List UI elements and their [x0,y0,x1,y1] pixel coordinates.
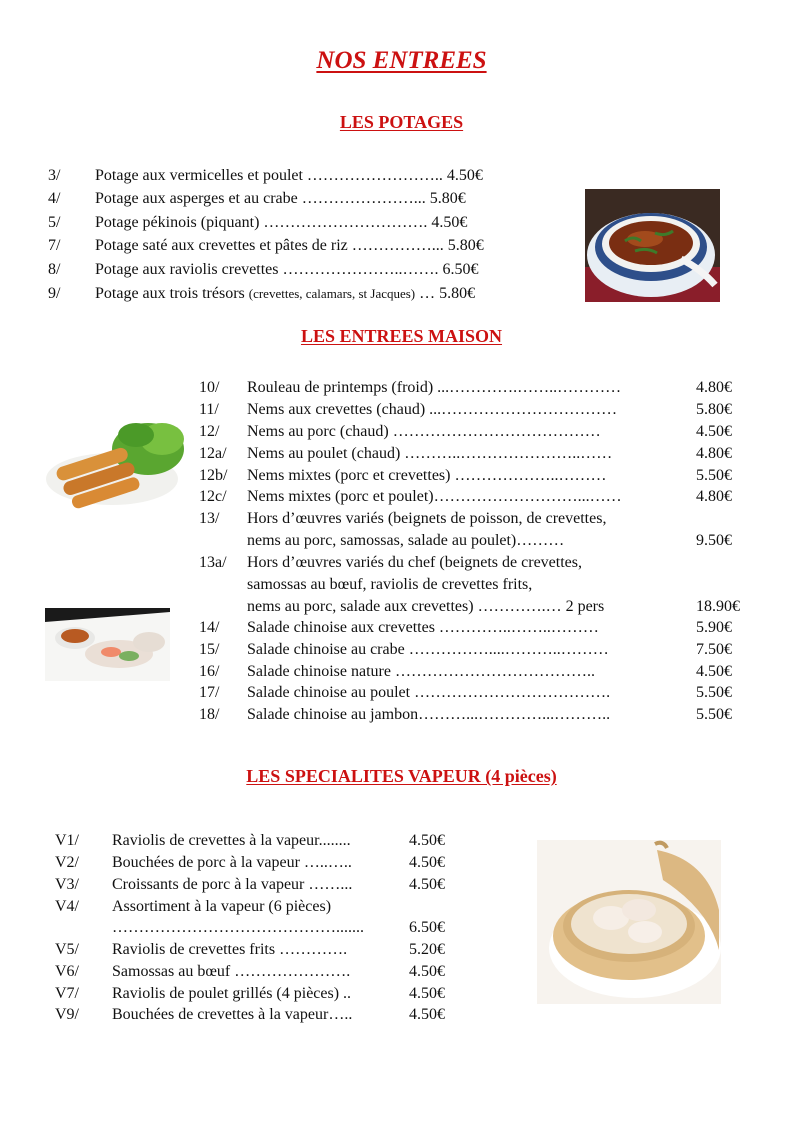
spring-rolls-photo [44,413,186,509]
item-price: 5.50€ [696,467,732,484]
item-text: Raviolis de crevettes à la vapeur........ [112,832,351,849]
item-price: 9.50€ [696,532,732,549]
item-text: Potage pékinois (piquant) …………………………. 4.50€ [95,214,468,231]
item-number: 12b/ [199,467,228,484]
section-title-potages: LES POTAGES [339,112,464,132]
item-number: V3/ [55,876,79,893]
item-price: 4.50€ [409,1006,445,1023]
fresh-rolls-photo [45,608,170,681]
item-text: Salade chinoise nature ……………………………….. [247,663,595,680]
item-number: 15/ [199,641,220,658]
menu-item [55,874,455,896]
item-number: 14/ [199,619,220,636]
item-number: 8/ [48,261,61,278]
item-number: V6/ [55,963,79,980]
item-number: V4/ [55,898,79,915]
item-number: 4/ [48,190,61,207]
item-price: 5.50€ [696,684,732,701]
menu-item [55,917,455,939]
item-text: Nems mixtes (porc et crevettes) ………………..……… [247,467,607,484]
menu-item [199,508,759,530]
item-text: Croissants de porc à la vapeur ……... [112,876,353,893]
item-text: Hors d’œuvres variés du chef (beignets de crevettes, [247,554,582,571]
page-title: NOS ENTREES [316,47,487,74]
item-number: V5/ [55,941,79,958]
menu-item [48,212,568,234]
menu-item [199,574,759,596]
item-price: 5.80€ [696,401,732,418]
item-number: 3/ [48,167,61,184]
item-text: Bouchées de porc à la vapeur …..….. [112,854,352,871]
item-text: Nems aux crevettes (chaud) ...…………………………… [247,401,618,418]
item-text: samossas au bœuf, raviolis de crevettes frits, [247,576,533,593]
item-price: 4.50€ [409,832,445,849]
item-text: Salade chinoise au crabe ……………....………..……… [247,641,609,658]
item-text: Nems mixtes (porc et poulet)………………………...…… [247,488,622,505]
item-number: 17/ [199,684,220,701]
menu-item [199,552,759,574]
item-text: nems au porc, samossas, salade au poulet)……… [247,532,565,549]
item-text: Potage aux raviolis crevettes …………………..……. 6.50€ [95,261,479,278]
item-price: 4.50€ [409,963,445,980]
item-number: V2/ [55,854,79,871]
menu-item [48,188,568,210]
item-text: Potage aux vermicelles et poulet …………………….. 4.50€ [95,167,483,184]
item-text: Samossas au bœuf …………………. [112,963,351,980]
menu-item [199,443,759,465]
item-text: Rouleau de printemps (froid) ...………….……..………… [247,379,622,396]
menu-item [48,235,568,257]
menu-item [55,830,455,852]
item-text: Potage saté aux crevettes et pâtes de riz ……………... 5.80€ [95,237,484,254]
item-number: V9/ [55,1006,79,1023]
menu-item [199,399,759,421]
menu-item [199,465,759,487]
item-number: 16/ [199,663,220,680]
item-number: 13a/ [199,554,227,571]
item-number: 5/ [48,214,61,231]
item-number: 12c/ [199,488,227,505]
menu-item [199,421,759,443]
menu-item [199,682,759,704]
item-text: Nems au poulet (chaud) ………..…………………..…… [247,445,613,462]
menu-item [55,1004,455,1026]
spring-rolls-icon [44,413,186,509]
item-detail: (crevettes, calamars, st Jacques) [248,286,416,301]
item-number: V7/ [55,985,79,1002]
item-price: 7.50€ [696,641,732,658]
item-number: V1/ [55,832,79,849]
item-text: nems au porc, salade aux crevettes) ………….… 2 pers [247,598,605,615]
item-number: 10/ [199,379,220,396]
menu-item [48,259,568,281]
item-price: 4.50€ [409,876,445,893]
item-price: 4.50€ [409,985,445,1002]
menu-item [55,983,455,1005]
menu-item [48,283,568,305]
item-number: 11/ [199,401,219,418]
menu-item [199,377,759,399]
menu-item [48,165,568,187]
soup-bowl-icon [585,189,720,302]
menu-item [199,530,759,552]
dumplings-steamer-photo [537,840,721,1004]
menu-item [55,896,455,918]
item-price: 4.50€ [696,663,732,680]
item-text: Salade chinoise au jambon………...…………...……….. [247,706,611,723]
item-price: 4.50€ [409,854,445,871]
item-text: Hors d’œuvres variés (beignets de poisson, de crevettes, [247,510,607,527]
item-name: Potage aux trois trésors [95,285,249,302]
item-number: 13/ [199,510,220,527]
item-text: Salade chinoise au poulet ………………………………. [247,684,611,701]
item-text: Assortiment à la vapeur (6 pièces) [112,898,332,915]
item-number: 9/ [48,285,61,302]
section-title-vapeur: LES SPECIALITES VAPEUR (4 pièces) [246,766,557,786]
item-text: Raviolis de poulet grillés (4 pièces) .. [112,985,352,1002]
item-number: 12/ [199,423,220,440]
item-price: 6.50€ [409,919,445,936]
item-price: 4.80€ [696,488,732,505]
menu-item [55,939,455,961]
item-number: 18/ [199,706,220,723]
menu-item [55,961,455,983]
item-text: Salade chinoise aux crevettes …………..……..……… [247,619,599,636]
item-price: 18.90€ [696,598,740,615]
item-price: 4.80€ [696,445,732,462]
section-title-maison: LES ENTREES MAISON [300,326,503,346]
item-text: Raviolis de crevettes frits …………. [112,941,348,958]
item-text: Potage aux asperges et au crabe …………………... 5.80€ [95,190,466,207]
item-price: 5.50€ [696,706,732,723]
item-text [95,283,475,305]
item-number: 7/ [48,237,61,254]
menu-item [199,596,759,618]
menu-item [199,486,759,508]
menu-item [199,704,759,726]
item-text: Bouchées de crevettes à la vapeur….. [112,1006,353,1023]
item-price: 5.20€ [409,941,445,958]
item-text: Nems au porc (chaud) ………………………………… [247,423,601,440]
menu-item [55,852,455,874]
item-text: ……………………………………....... [112,919,364,936]
menu-item [199,617,759,639]
item-price: … 5.80€ [415,285,476,302]
item-number: 12a/ [199,445,227,462]
bamboo-steamer-icon [537,840,721,1004]
menu-item [199,661,759,683]
item-price: 4.50€ [696,423,732,440]
menu-item [199,639,759,661]
soup-photo [585,189,720,302]
item-price: 4.80€ [696,379,732,396]
fresh-rolls-icon [45,608,170,681]
item-price: 5.90€ [696,619,732,636]
